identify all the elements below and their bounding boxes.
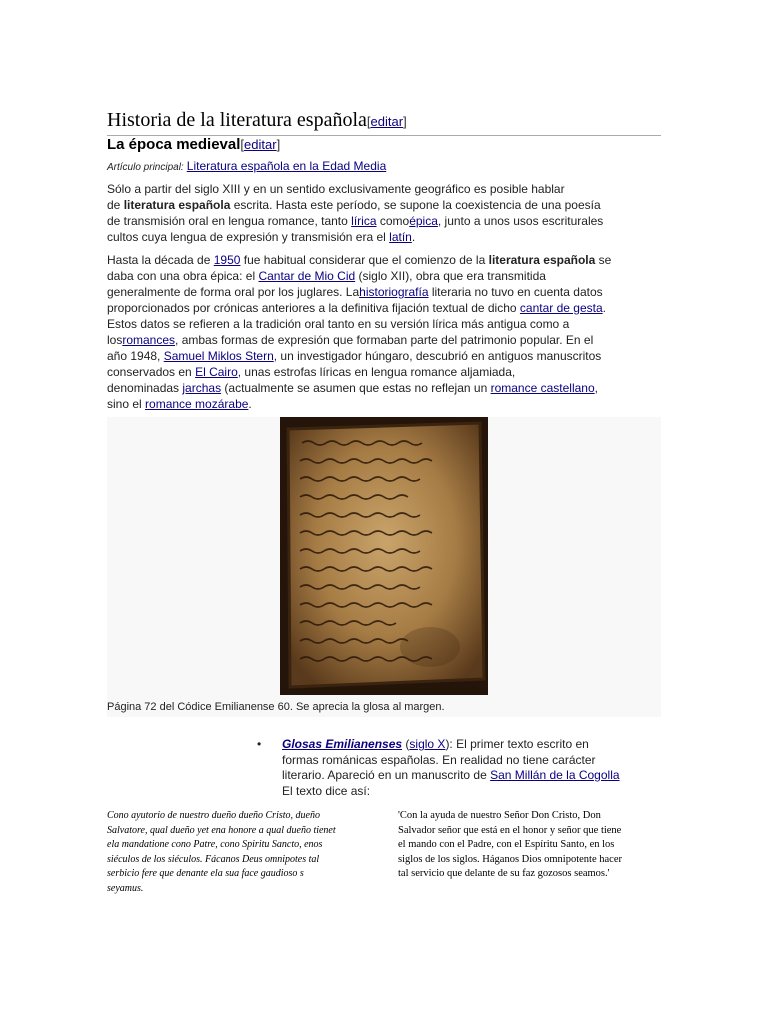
- link-epica[interactable]: épica: [409, 214, 438, 228]
- bullet-icon: •: [257, 737, 262, 751]
- paragraph-2: Hasta la década de 1950 fue habitual considerar que el comienzo de la literatura española se daba con una obra épica: el Cantar de Mio Cid (siglo XII), obra que era transmitida generalmente de forma oral por los juglares. Lahistoriografía literaria no tuvo en cuenta datos proporcionados por crónicas anteriores a la definitiva fijación textual de dicho cantar de gesta. Estos datos se refieren a la tradición oral tanto en su versión lírica más antigua como a losromances, ambas formas de expresión que formaban parte del patrimonio popular. En el año 1948, Samuel Miklos Stern, un investigador húngaro, descubrió en antiguos manuscritos conservados en El Cairo, unas estrofas líricas en lengua romance aljamiada, denominadas jarchas (actualmente se asumen que estas no reflejan un romance castellano, sino el romance mozárabe.: [107, 253, 612, 411]
- heading-edit-section: [editar]: [366, 114, 407, 129]
- link-historiografia[interactable]: historiografía: [359, 285, 429, 299]
- section-edit-link[interactable]: editar: [244, 137, 277, 152]
- latin-text: Cono ayutorio de nuestro dueño dueño Cristo, dueño Salvatore, qual dueño yet ena honore a qual dueño tienet ela mandatione cono Patre, cono Spiritu Sancto, enos siéculos de los siéculos. Fácanos Deus omnipotes tal serbicio fere que denante ela sua face gaudioso s seyamus.: [107, 810, 336, 894]
- main-article-note: [107, 159, 386, 175]
- link-cantar-de-gesta[interactable]: cantar de gesta: [519, 301, 603, 315]
- link-1950[interactable]: 1950: [213, 253, 241, 267]
- link-el-cairo[interactable]: El Cairo: [195, 365, 238, 379]
- main-article-link[interactable]: Literatura española en la Edad Media: [186, 159, 387, 173]
- paragraph-1: Sólo a partir del siglo XIII y en un sentido exclusivamente geográfico es posible hablar de literatura española escrita. Hasta este período, se supone la coexistencia de una poesía de transmisión oral en lengua romance, tanto lírica comoépica, junto a unos usos escriturales cultos cuya lengua de expresión y transmisión era el latín.: [107, 182, 604, 244]
- link-jarchas[interactable]: jarchas: [182, 381, 222, 395]
- manuscript-illustration: [280, 417, 488, 695]
- link-glosas-emilianenses[interactable]: Glosas Emilianenses: [282, 737, 403, 751]
- spanish-translation: 'Con la ayuda de nuestro Señor Don Cristo, Don Salvador señor que está en el honor y señor que tiene el mando con el Padre, con el Espíritu Santo, en los siglos de los siglos. Háganos Dios omnipotente hacer tal servicio que delante de su faz gozosos seamos.': [398, 810, 622, 879]
- link-romances[interactable]: romances: [122, 333, 176, 347]
- main-article-prefix: Artículo principal:: [107, 162, 184, 173]
- page-heading: [107, 108, 661, 136]
- link-cantar-mio-cid[interactable]: Cantar de Mio Cid: [258, 269, 356, 283]
- link-latin[interactable]: latín: [389, 230, 412, 244]
- section-heading: [107, 136, 280, 154]
- link-san-millan[interactable]: San Millán de la Cogolla: [490, 768, 620, 782]
- heading-edit-link[interactable]: editar: [370, 114, 404, 129]
- manuscript-image[interactable]: [280, 417, 488, 695]
- figure-caption: Página 72 del Códice Emilianense 60. Se aprecia la glosa al margen.: [107, 701, 445, 713]
- link-lirica[interactable]: lírica: [351, 214, 377, 228]
- link-samuel-miklos-stern[interactable]: Samuel Miklos Stern: [163, 349, 274, 363]
- page-title: Historia de la literatura española: [107, 109, 367, 131]
- link-romance-mozarabe[interactable]: romance mozárabe: [145, 397, 249, 411]
- link-siglo-x[interactable]: siglo X: [409, 737, 446, 751]
- section-title: La época medieval: [107, 136, 241, 153]
- link-romance-castellano[interactable]: romance castellano: [490, 381, 595, 395]
- figure-thumbnail: [107, 417, 661, 717]
- section-edit-section: [editar]: [240, 137, 281, 152]
